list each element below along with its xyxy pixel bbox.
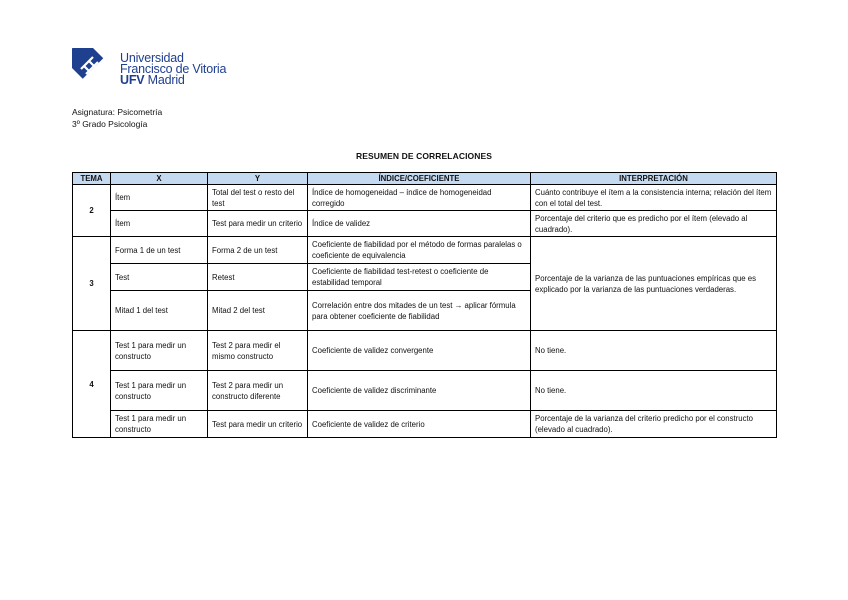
table-row [73, 371, 777, 411]
y-cell: Test para medir un criterio [208, 411, 308, 438]
logo-line-1: Universidad [120, 50, 184, 65]
tema-cell: 2 [73, 185, 111, 237]
indice-cell: Coeficiente de fiabilidad test-retest o coeficiente de estabilidad temporal [308, 264, 531, 291]
logo-wordmark [120, 50, 227, 87]
header-tema: TEMA [73, 173, 111, 185]
logo-ufv: UFV [120, 72, 145, 87]
y-cell: Retest [208, 264, 308, 291]
university-logo [72, 48, 226, 90]
table-row [73, 237, 777, 264]
x-cell: Ítem [111, 185, 208, 211]
table-header-row [73, 173, 777, 185]
logo-madrid: Madrid [144, 72, 185, 87]
interp-cell: No tiene. [531, 331, 777, 371]
x-cell: Forma 1 de un test [111, 237, 208, 264]
y-cell: Forma 2 de un test [208, 237, 308, 264]
header-interpretacion: INTERPRETACIÓN [531, 173, 777, 185]
table-row [73, 211, 777, 237]
indice-cell: Coeficiente de validez discriminante [308, 371, 531, 411]
header-y: Y [208, 173, 308, 185]
x-cell: Test [111, 264, 208, 291]
y-cell: Test 2 para medir un constructo diferente [208, 371, 308, 411]
y-cell: Test para medir un criterio [208, 211, 308, 237]
y-cell: Total del test o resto del test [208, 185, 308, 211]
x-cell: Mitad 1 del test [111, 291, 208, 331]
ufv-emblem-icon [72, 48, 114, 90]
x-cell: Test 1 para medir un constructo [111, 371, 208, 411]
document-meta [72, 106, 162, 130]
subject-line: Asignatura: Psicometría [72, 107, 163, 117]
indice-cell: Coeficiente de validez de criterio [308, 411, 531, 438]
degree-line: 3º Grado Psicología [72, 119, 148, 129]
y-cell: Test 2 para medir el mismo constructo [208, 331, 308, 371]
x-cell: Test 1 para medir un constructo [111, 331, 208, 371]
interp-cell: No tiene. [531, 371, 777, 411]
x-cell: Ítem [111, 211, 208, 237]
table-row [73, 331, 777, 371]
indice-cell: Correlación entre dos mitades de un test → aplicar fórmula para obtener coeficiente de fiabilidad [308, 291, 531, 331]
correlations-table [72, 172, 777, 438]
interp-cell: Porcentaje del criterio que es predicho por el ítem (elevado al cuadrado). [531, 211, 777, 237]
tema-cell: 4 [73, 331, 111, 438]
table-row [73, 411, 777, 438]
indice-cell: Índice de homogeneidad – índice de homogeneidad corregido [308, 185, 531, 211]
logo-line-2: Francisco de Vitoria [120, 61, 227, 76]
interp-cell: Porcentaje de la varianza de las puntuaciones empíricas que es explicado por la varianza de las puntuaciones verdaderas. [531, 237, 777, 331]
logo-line-3 [120, 72, 226, 87]
tema-cell: 3 [73, 237, 111, 331]
header-x: X [111, 173, 208, 185]
indice-cell: Coeficiente de fiabilidad por el método de formas paralelas o coeficiente de equivalencia [308, 237, 531, 264]
interp-cell: Porcentaje de la varianza del criterio predicho por el constructo (elevado al cuadrado). [531, 411, 777, 438]
x-cell: Test 1 para medir un constructo [111, 411, 208, 438]
indice-cell: Coeficiente de validez convergente [308, 331, 531, 371]
document-title: RESUMEN DE CORRELACIONES [355, 151, 493, 161]
indice-cell: Índice de validez [308, 211, 531, 237]
table-row [73, 185, 777, 211]
interp-cell: Cuánto contribuye el ítem a la consistencia interna; relación del ítem con el total del test. [531, 185, 777, 211]
header-indice: ÍNDICE/COEFICIENTE [308, 173, 531, 185]
y-cell: Mitad 2 del test [208, 291, 308, 331]
